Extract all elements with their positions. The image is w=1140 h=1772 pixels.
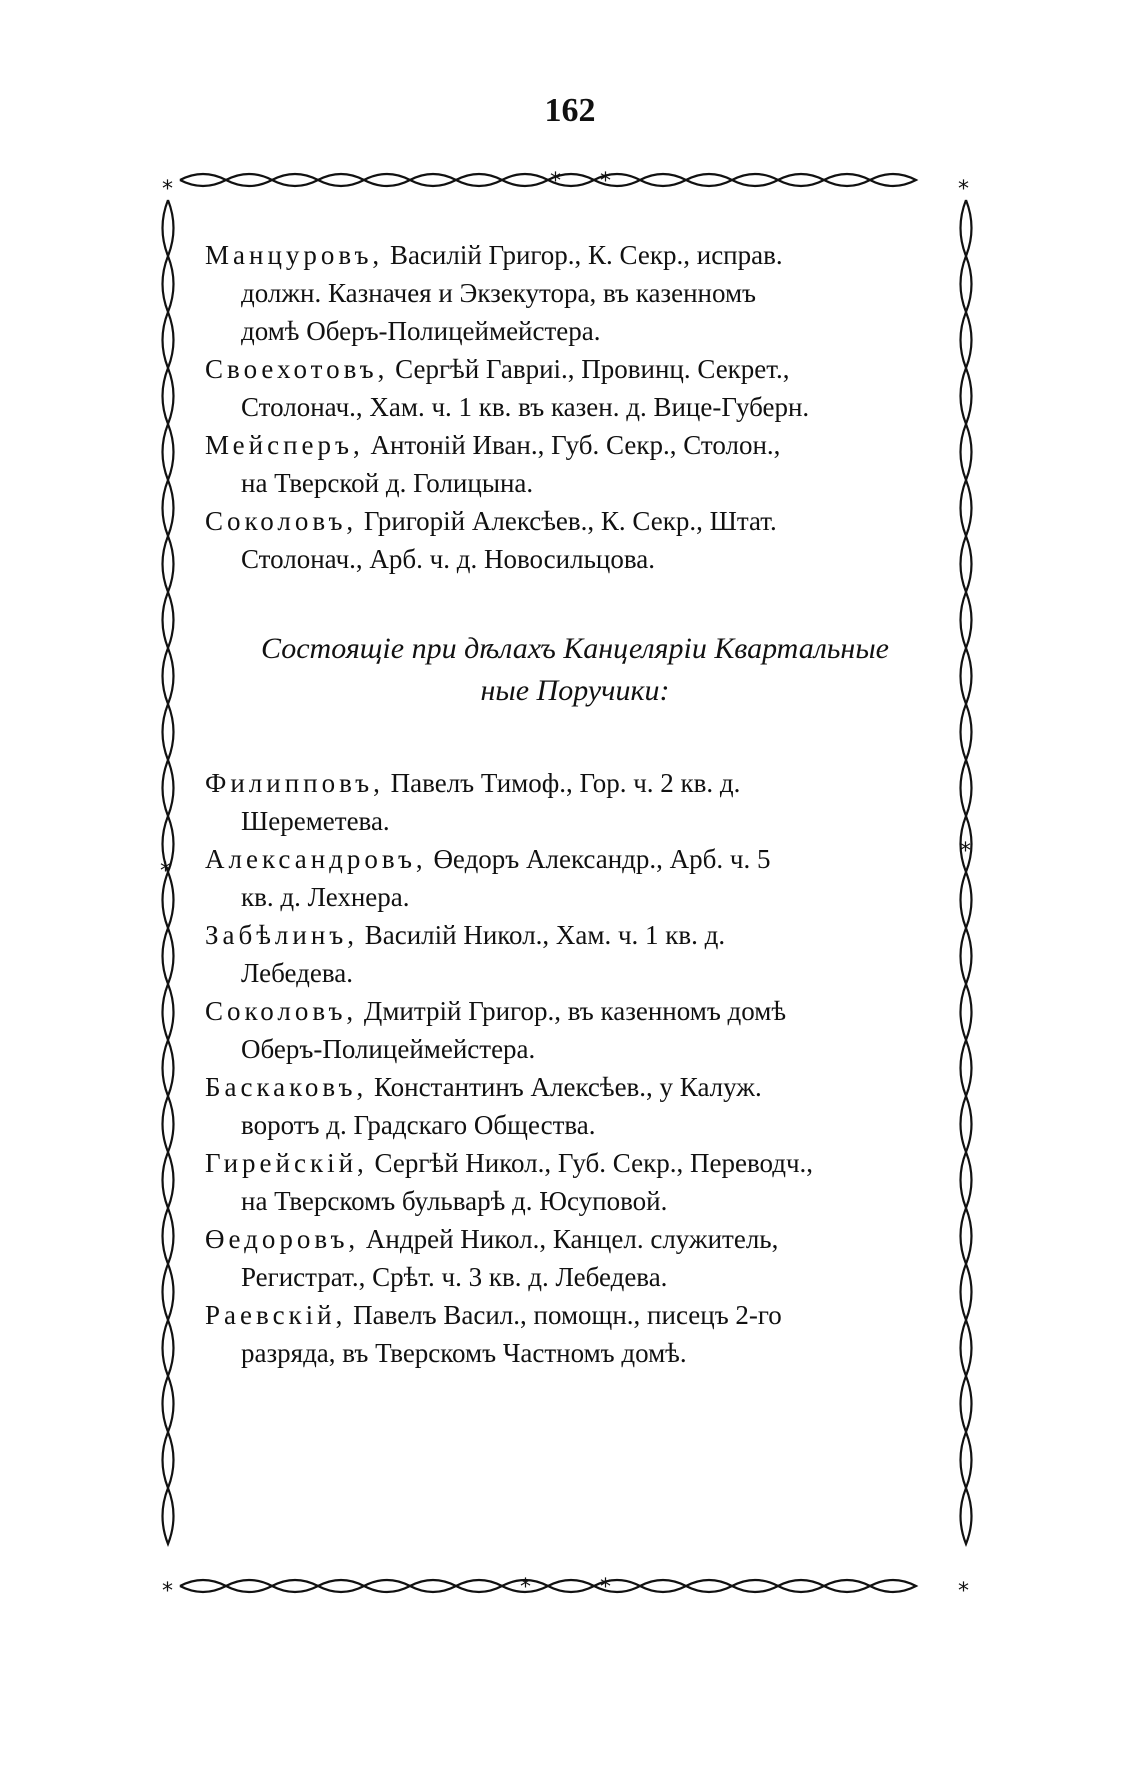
heading-line-1: Состоящіе при дѣлахъ Канцеляріи Квартальные [261, 632, 889, 665]
directory-entry [205, 1144, 945, 1220]
entry-continuation: воротъ д. Градскаго Общества. [241, 1110, 596, 1140]
corner-star-icon: * [162, 1579, 173, 1604]
entry-text: Антоній Иван., Губ. Секр., Столон., [363, 430, 781, 460]
directory-entry [205, 916, 945, 992]
entry-text: Андрей Никол., Канцел. служитель, [359, 1224, 779, 1254]
entries-top [205, 236, 945, 578]
entries-bottom [205, 764, 945, 1372]
section-heading [205, 628, 945, 712]
entry-text: Григорій Алексѣев., К. Секр., Штат. [357, 506, 777, 536]
corner-star-icon: * [958, 177, 969, 202]
entry-text: Павелъ Васил., помощн., писецъ 2-го [346, 1300, 782, 1330]
directory-entry [205, 1296, 945, 1372]
directory-entry [205, 236, 945, 350]
entry-continuation: кв. д. Лехнера. [241, 882, 410, 912]
entry-continuation: Регистрат., Срѣт. ч. 3 кв. д. Лебедева. [241, 1262, 668, 1292]
entry-text: Өедоръ Александр., Арб. ч. 5 [426, 844, 771, 874]
ornament-star-icon: * [550, 169, 561, 194]
entry-text: Дмитрій Григор., въ казенномъ домѣ [357, 996, 786, 1026]
directory-entry [205, 764, 945, 840]
entry-surname: Өедоровъ, [205, 1224, 360, 1254]
ornament-star-icon: * [600, 1575, 611, 1600]
entry-continuation: на Тверскомъ бульварѣ д. Юсуповой. [241, 1186, 668, 1216]
page-number: 162 [544, 92, 596, 129]
entry-surname: Соколовъ, [205, 996, 358, 1026]
entry-text: Сергѣй Никол., Губ. Секр., Переводч., [367, 1148, 814, 1178]
entry-surname: Соколовъ, [205, 506, 358, 536]
ornament-star-icon: * [160, 859, 171, 884]
directory-entry [205, 350, 945, 426]
directory-entry [205, 840, 945, 916]
entry-continuation: Столонач., Арб. ч. д. Новосильцова. [241, 544, 655, 574]
ornament-star-icon: * [960, 839, 971, 864]
entry-continuation: на Тверской д. Голицына. [241, 468, 534, 498]
page-body [205, 236, 945, 1372]
ornament-star-icon: * [600, 169, 611, 194]
entry-continuation: Шереметева. [241, 806, 390, 836]
entry-surname: Гирейскій, [205, 1148, 368, 1178]
entry-text: Сергѣй Гавриі., Провинц. Секрет., [388, 354, 790, 384]
entry-surname: Забѣлинъ, [205, 920, 358, 950]
entry-text: Павелъ Тимоф., Гор. ч. 2 кв. д. [383, 768, 741, 798]
entry-surname: Манцуровъ, [205, 240, 384, 270]
heading-line-2: ные Поручики: [480, 674, 670, 707]
entry-continuation: домѣ Оберъ-Полицеймейстера. [241, 316, 601, 346]
corner-star-icon: * [162, 177, 173, 202]
directory-entry [205, 502, 945, 578]
entry-continuation: Оберъ-Полицеймейстера. [241, 1034, 536, 1064]
entry-continuation: должн. Казначея и Экзекутора, въ казенномъ [241, 278, 757, 308]
entry-text: Василій Григор., К. Секр., исправ. [383, 240, 783, 270]
entry-surname: Мейсперъ, [205, 430, 364, 460]
corner-star-icon: * [958, 1579, 969, 1604]
entry-text: Константинъ Алексѣев., у Калуж. [367, 1072, 762, 1102]
directory-entry [205, 426, 945, 502]
entry-surname: Филипповъ, [205, 768, 384, 798]
entry-text: Василій Никол., Хам. ч. 1 кв. д. [358, 920, 726, 950]
directory-entry [205, 1068, 945, 1144]
entry-continuation: Лебедева. [241, 958, 353, 988]
entry-surname: Своехотовъ, [205, 354, 389, 384]
directory-entry [205, 1220, 945, 1296]
entry-continuation: Столонач., Хам. ч. 1 кв. въ казен. д. Вице-Губерн. [241, 392, 810, 422]
entry-surname: Баскаковъ, [205, 1072, 368, 1102]
entry-surname: Раевскій, [205, 1300, 347, 1330]
entry-continuation: разряда, въ Тверскомъ Частномъ домѣ. [241, 1338, 687, 1368]
ornament-star-icon: * [520, 1575, 531, 1600]
directory-entry [205, 992, 945, 1068]
entry-surname: Александровъ, [205, 844, 427, 874]
